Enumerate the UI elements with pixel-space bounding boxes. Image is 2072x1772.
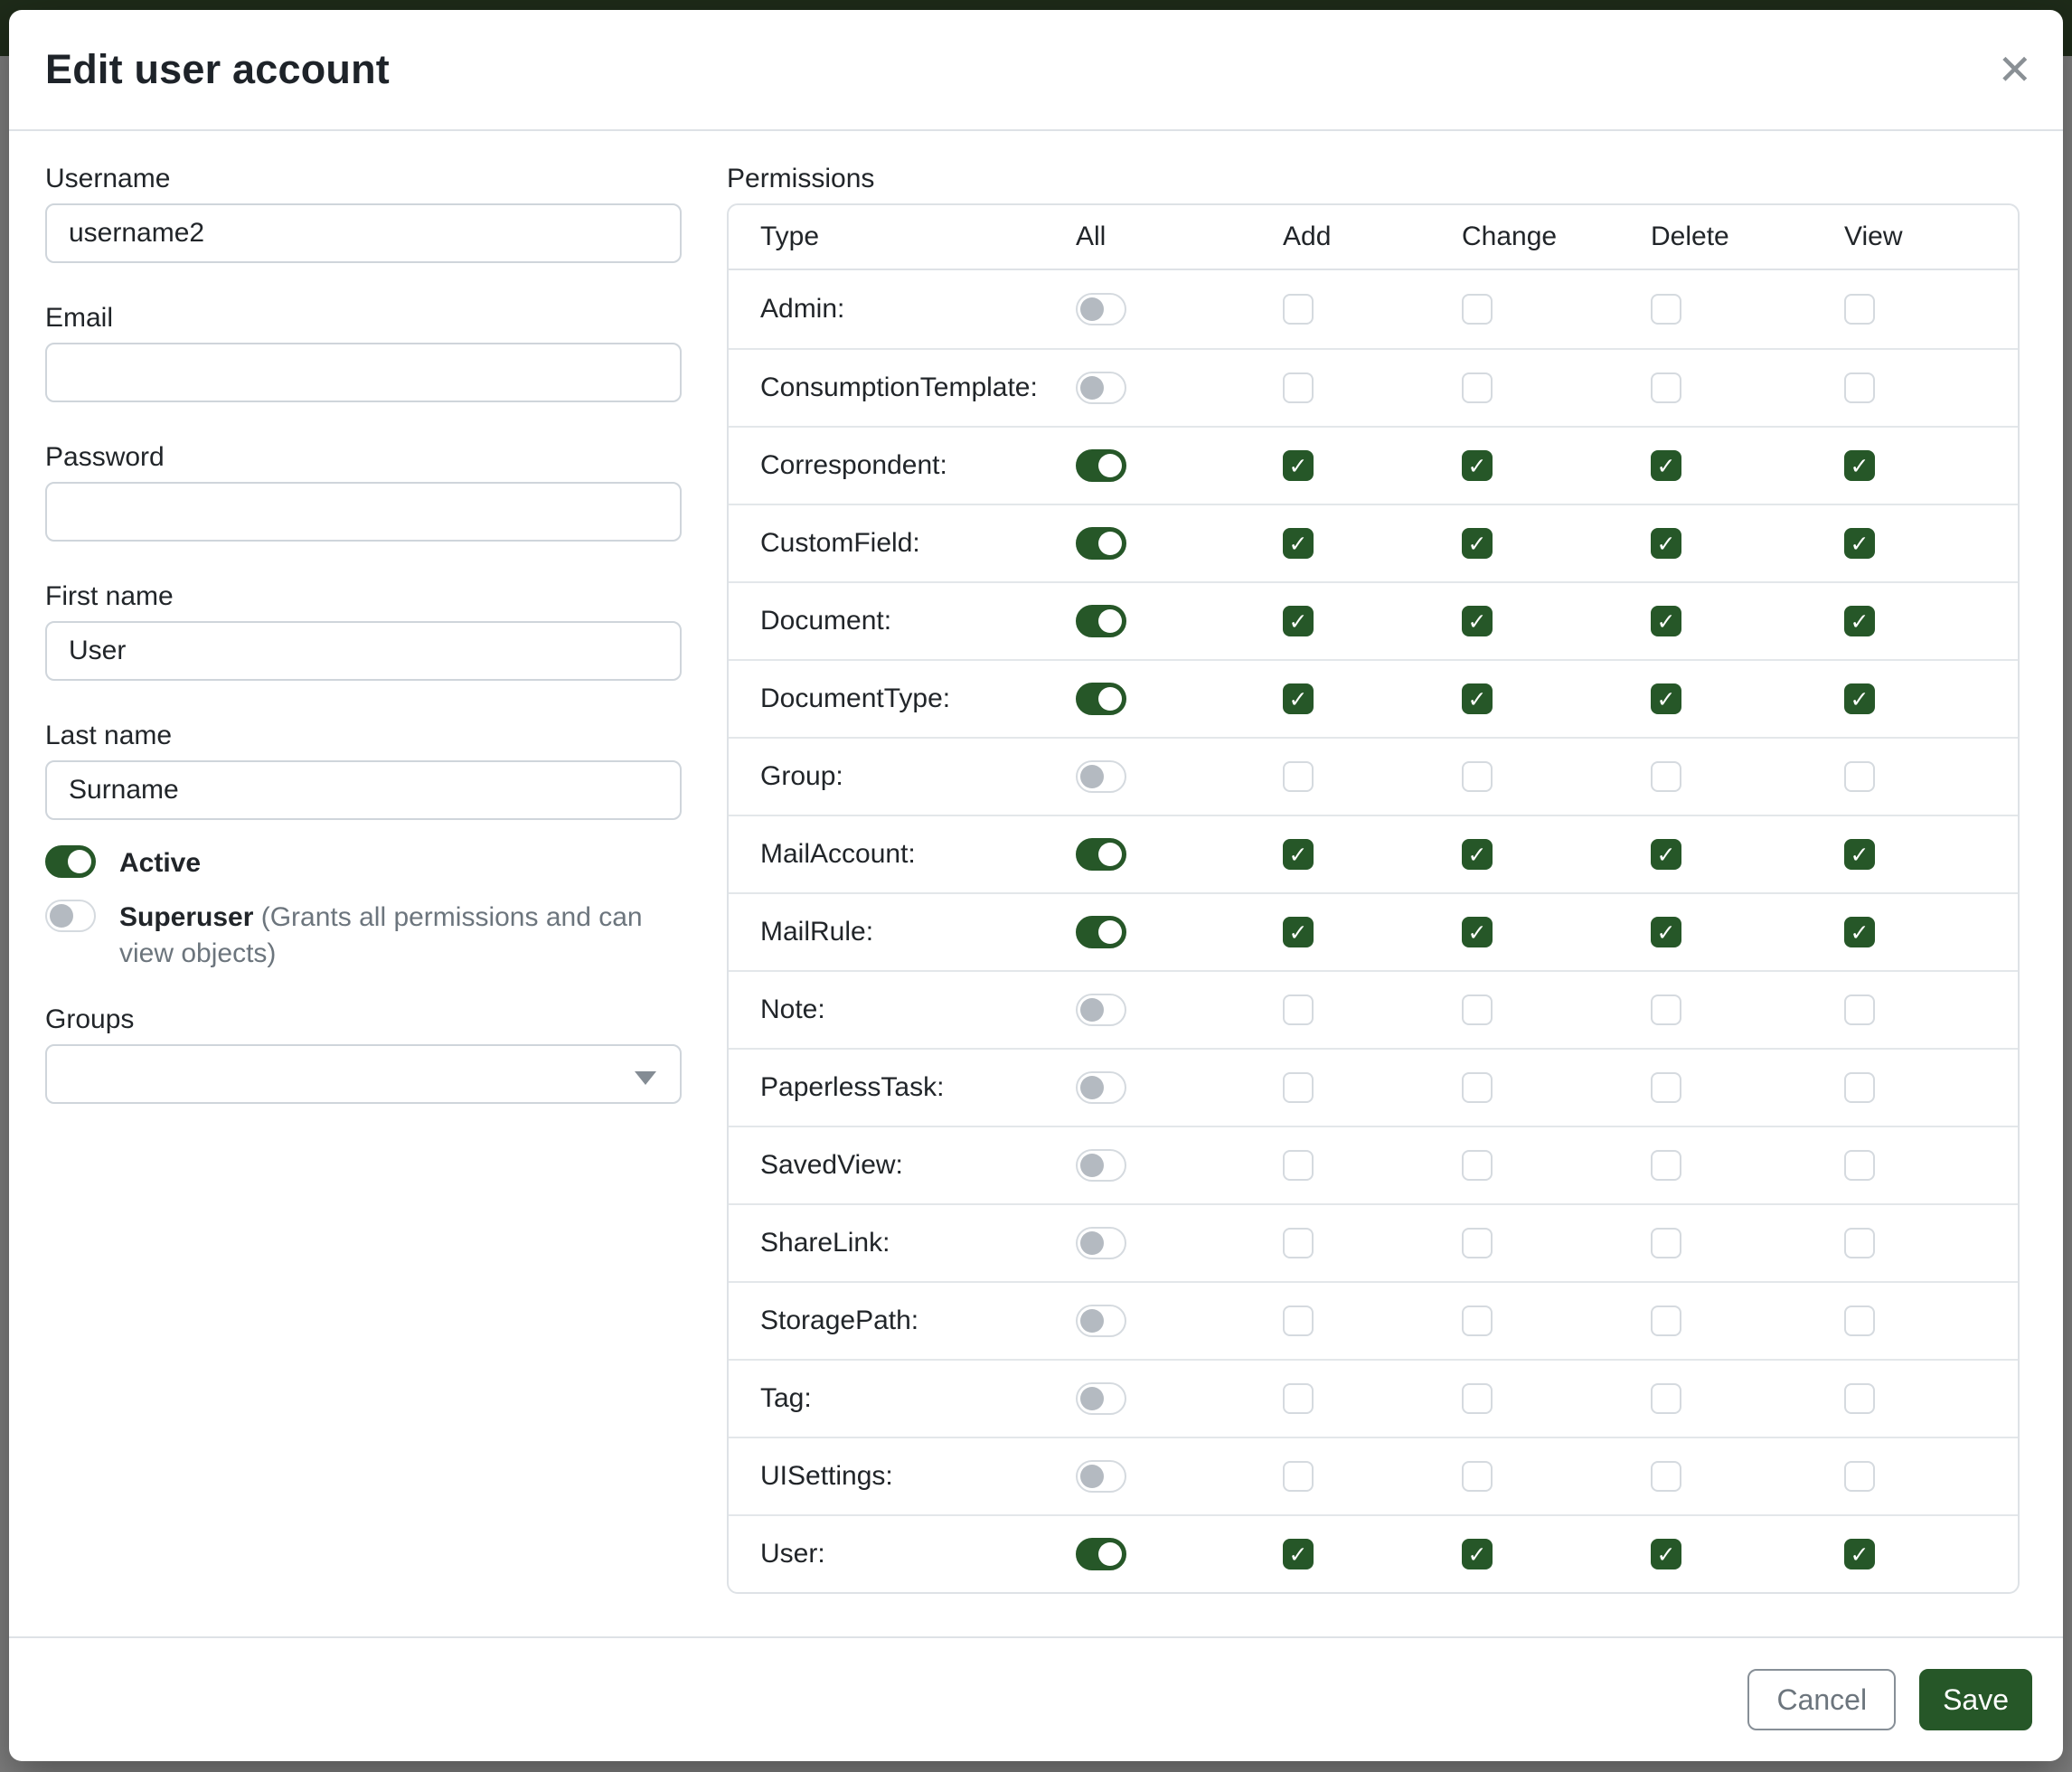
- permission-add-checkbox[interactable]: ✓: [1283, 917, 1314, 947]
- permission-view-cell: [1833, 994, 2018, 1025]
- permission-type-label: SavedView:: [760, 1150, 903, 1180]
- permission-all-cell: [1076, 449, 1272, 482]
- permission-delete-checkbox[interactable]: [1651, 994, 1681, 1025]
- permission-all-toggle[interactable]: [1076, 838, 1126, 871]
- permissions-section: [727, 164, 2036, 1636]
- password-field[interactable]: [45, 482, 682, 542]
- permission-view-cell: [1833, 761, 2018, 792]
- permission-row: [729, 1203, 2018, 1281]
- permission-change-checkbox[interactable]: [1462, 1461, 1493, 1492]
- permission-all-toggle[interactable]: [1076, 994, 1126, 1026]
- toggle-knob: [1080, 1231, 1104, 1255]
- column-header-type: Type: [760, 222, 820, 251]
- permission-all-toggle[interactable]: [1076, 1071, 1126, 1104]
- permission-delete-checkbox[interactable]: [1651, 761, 1681, 792]
- permission-change-checkbox[interactable]: ✓: [1462, 683, 1493, 714]
- modal-footer: [9, 1636, 2063, 1761]
- first-name-label: First name: [45, 581, 174, 611]
- cancel-button[interactable]: Cancel: [1747, 1669, 1896, 1730]
- permission-view-cell: [1833, 1228, 2018, 1258]
- permission-delete-cell: [1640, 1072, 1833, 1103]
- last-name-label: Last name: [45, 721, 173, 750]
- permission-add-checkbox[interactable]: ✓: [1283, 606, 1314, 636]
- permission-change-cell: [1451, 372, 1640, 403]
- permission-delete-checkbox[interactable]: [1651, 1305, 1681, 1336]
- permission-change-cell: [1451, 606, 1640, 636]
- permission-delete-cell: [1640, 839, 1833, 870]
- permission-type-label: PaperlessTask:: [760, 1072, 945, 1102]
- permission-view-cell: [1833, 450, 2018, 481]
- modal-title: Edit user account: [45, 46, 390, 92]
- permissions-table: [727, 203, 2020, 1594]
- toggle-knob: [68, 850, 91, 873]
- toggle-knob: [1098, 687, 1122, 711]
- toggle-knob: [1080, 998, 1104, 1022]
- permission-all-toggle[interactable]: [1076, 527, 1126, 560]
- last-name-group: [45, 721, 682, 820]
- permission-add-cell: [1272, 372, 1451, 403]
- permission-delete-checkbox[interactable]: ✓: [1651, 606, 1681, 636]
- permission-all-toggle[interactable]: [1076, 449, 1126, 482]
- permission-change-cell: [1451, 1539, 1640, 1569]
- permission-all-toggle[interactable]: [1076, 1538, 1126, 1570]
- permission-row: [729, 1359, 2018, 1437]
- permission-change-checkbox[interactable]: ✓: [1462, 1539, 1493, 1569]
- permission-row: [729, 581, 2018, 659]
- permission-all-cell: [1076, 760, 1272, 793]
- permission-all-cell: [1076, 838, 1272, 871]
- permission-add-checkbox[interactable]: [1283, 1072, 1314, 1103]
- permission-view-checkbox[interactable]: [1844, 994, 1875, 1025]
- permission-view-checkbox[interactable]: [1844, 1228, 1875, 1258]
- permission-add-cell: [1272, 994, 1451, 1025]
- superuser-row: [45, 900, 682, 972]
- permission-add-cell: [1272, 761, 1451, 792]
- permission-row: [729, 348, 2018, 426]
- permission-view-cell: [1833, 606, 2018, 636]
- modal-header: [9, 10, 2063, 131]
- permission-all-toggle[interactable]: [1076, 1227, 1126, 1259]
- permission-delete-checkbox[interactable]: ✓: [1651, 1539, 1681, 1569]
- toggle-knob: [50, 904, 73, 928]
- permission-add-checkbox[interactable]: [1283, 994, 1314, 1025]
- column-header-view: View: [1844, 222, 1903, 251]
- permission-all-toggle[interactable]: [1076, 372, 1126, 404]
- permission-delete-checkbox[interactable]: [1651, 294, 1681, 325]
- permission-delete-checkbox[interactable]: [1651, 1383, 1681, 1414]
- permission-add-cell: [1272, 1228, 1451, 1258]
- permission-change-checkbox[interactable]: [1462, 294, 1493, 325]
- permissions-table-header: [729, 205, 2018, 270]
- permission-change-cell: [1451, 1228, 1640, 1258]
- permission-view-cell: [1833, 294, 2018, 325]
- permission-view-checkbox[interactable]: [1844, 1461, 1875, 1492]
- permission-view-checkbox[interactable]: [1844, 1305, 1875, 1336]
- permission-view-cell: [1833, 1539, 2018, 1569]
- permission-delete-checkbox[interactable]: [1651, 1228, 1681, 1258]
- permission-type-label: Admin:: [760, 294, 845, 324]
- permission-all-toggle[interactable]: [1076, 1305, 1126, 1337]
- permission-add-checkbox[interactable]: ✓: [1283, 1539, 1314, 1569]
- permission-view-cell: [1833, 683, 2018, 714]
- toggle-knob: [1098, 532, 1122, 555]
- permission-add-checkbox[interactable]: [1283, 761, 1314, 792]
- permission-add-cell: [1272, 294, 1451, 325]
- permission-add-cell: [1272, 1150, 1451, 1181]
- permission-view-checkbox[interactable]: ✓: [1844, 917, 1875, 947]
- permission-type-label: User:: [760, 1539, 825, 1569]
- permission-all-cell: [1076, 1071, 1272, 1104]
- edit-user-modal: [9, 10, 2063, 1761]
- permission-view-cell: [1833, 1150, 2018, 1181]
- toggle-knob: [1080, 1154, 1104, 1177]
- permission-add-cell: [1272, 606, 1451, 636]
- permission-change-checkbox[interactable]: [1462, 1383, 1493, 1414]
- permission-all-toggle[interactable]: [1076, 1382, 1126, 1415]
- permissions-label: Permissions: [727, 164, 875, 193]
- permission-add-cell: [1272, 450, 1451, 481]
- permission-all-toggle[interactable]: [1076, 1460, 1126, 1493]
- permission-delete-cell: [1640, 1461, 1833, 1492]
- active-label: [119, 845, 201, 881]
- permission-all-toggle[interactable]: [1076, 916, 1126, 948]
- email-group: [45, 303, 682, 402]
- permission-row: [729, 1126, 2018, 1203]
- column-header-add: Add: [1283, 222, 1332, 251]
- toggle-knob: [1098, 843, 1122, 866]
- superuser-label-text: Superuser: [119, 902, 254, 932]
- superuser-toggle[interactable]: [45, 900, 96, 932]
- permission-view-cell: [1833, 372, 2018, 403]
- permission-add-cell: [1272, 917, 1451, 947]
- permission-add-cell: [1272, 1461, 1451, 1492]
- permission-delete-cell: [1640, 528, 1833, 559]
- permission-add-checkbox[interactable]: [1283, 1383, 1314, 1414]
- permission-add-checkbox[interactable]: [1283, 1461, 1314, 1492]
- permission-row: [729, 659, 2018, 737]
- permission-delete-checkbox[interactable]: [1651, 1150, 1681, 1181]
- permission-add-cell: [1272, 839, 1451, 870]
- permission-view-cell: [1833, 1305, 2018, 1336]
- permission-add-checkbox[interactable]: ✓: [1283, 839, 1314, 870]
- user-form: [45, 164, 682, 1636]
- toggle-knob: [1080, 765, 1104, 788]
- permission-all-cell: [1076, 527, 1272, 560]
- permission-view-checkbox[interactable]: [1844, 294, 1875, 325]
- permission-all-cell: [1076, 916, 1272, 948]
- permission-all-cell: [1076, 1305, 1272, 1337]
- permission-delete-cell: [1640, 1539, 1833, 1569]
- permission-row: [729, 1281, 2018, 1359]
- permission-all-cell: [1076, 372, 1272, 404]
- permission-row: [729, 1437, 2018, 1514]
- permission-type-label: DocumentType:: [760, 683, 951, 713]
- column-header-all: All: [1076, 222, 1107, 251]
- permission-type-label: StoragePath:: [760, 1305, 919, 1335]
- permission-row: [729, 1048, 2018, 1126]
- permission-all-cell: [1076, 994, 1272, 1026]
- permission-add-cell: [1272, 1072, 1451, 1103]
- permission-change-cell: [1451, 528, 1640, 559]
- permission-all-cell: [1076, 1460, 1272, 1493]
- username-label: Username: [45, 164, 171, 193]
- permission-change-checkbox[interactable]: [1462, 994, 1493, 1025]
- permission-delete-cell: [1640, 450, 1833, 481]
- permission-all-cell: [1076, 683, 1272, 715]
- permission-delete-cell: [1640, 683, 1833, 714]
- email-field[interactable]: [45, 343, 682, 402]
- email-label: Email: [45, 303, 114, 333]
- permission-delete-cell: [1640, 606, 1833, 636]
- permission-change-checkbox[interactable]: [1462, 372, 1493, 403]
- permission-change-cell: [1451, 994, 1640, 1025]
- permission-type-label: UISettings:: [760, 1461, 893, 1491]
- permission-change-checkbox[interactable]: [1462, 761, 1493, 792]
- permission-view-checkbox[interactable]: ✓: [1844, 528, 1875, 559]
- save-button[interactable]: Save: [1919, 1669, 2032, 1730]
- caret-down-icon: [635, 1071, 656, 1085]
- permission-type-label: Tag:: [760, 1383, 812, 1413]
- permission-change-cell: [1451, 683, 1640, 714]
- permission-add-cell: [1272, 1305, 1451, 1336]
- permission-change-checkbox[interactable]: [1462, 1150, 1493, 1181]
- permission-delete-checkbox[interactable]: ✓: [1651, 528, 1681, 559]
- permission-change-cell: [1451, 1383, 1640, 1414]
- permission-all-toggle[interactable]: [1076, 760, 1126, 793]
- permission-delete-cell: [1640, 917, 1833, 947]
- permission-type-label: CustomField:: [760, 528, 920, 558]
- permission-all-toggle[interactable]: [1076, 605, 1126, 637]
- permission-row: [729, 504, 2018, 581]
- permission-row: [729, 970, 2018, 1048]
- permission-change-checkbox[interactable]: [1462, 1228, 1493, 1258]
- first-name-field[interactable]: [45, 621, 682, 681]
- permission-type-label: Correspondent:: [760, 450, 947, 480]
- superuser-label: [119, 900, 671, 972]
- active-row: [45, 845, 682, 881]
- toggle-knob: [1098, 1542, 1122, 1566]
- permission-delete-cell: [1640, 1228, 1833, 1258]
- permission-type-label: Group:: [760, 761, 843, 791]
- permission-add-checkbox[interactable]: ✓: [1283, 450, 1314, 481]
- permission-view-cell: [1833, 528, 2018, 559]
- permission-view-checkbox[interactable]: [1844, 372, 1875, 403]
- permission-row: [729, 737, 2018, 815]
- permission-delete-cell: [1640, 1150, 1833, 1181]
- permission-add-checkbox[interactable]: ✓: [1283, 528, 1314, 559]
- permission-change-cell: [1451, 1305, 1640, 1336]
- permission-add-checkbox[interactable]: [1283, 372, 1314, 403]
- toggle-knob: [1098, 920, 1122, 944]
- permission-add-checkbox[interactable]: ✓: [1283, 683, 1314, 714]
- permission-view-checkbox[interactable]: [1844, 1150, 1875, 1181]
- permission-row: [729, 270, 2018, 348]
- permission-type-label: MailRule:: [760, 917, 874, 947]
- permission-change-cell: [1451, 294, 1640, 325]
- groups-label: Groups: [45, 1004, 135, 1034]
- toggle-knob: [1080, 1076, 1104, 1099]
- permission-view-checkbox[interactable]: ✓: [1844, 450, 1875, 481]
- permission-delete-checkbox[interactable]: [1651, 372, 1681, 403]
- permission-change-checkbox[interactable]: [1462, 1072, 1493, 1103]
- permission-all-cell: [1076, 605, 1272, 637]
- permission-change-checkbox[interactable]: ✓: [1462, 917, 1493, 947]
- permission-view-checkbox[interactable]: [1844, 1072, 1875, 1103]
- permission-add-cell: [1272, 683, 1451, 714]
- permission-type-label: ConsumptionTemplate:: [760, 372, 1038, 402]
- toggle-knob: [1080, 1465, 1104, 1488]
- permission-type-label: MailAccount:: [760, 839, 916, 869]
- groups-group: [45, 1004, 682, 1104]
- permission-change-checkbox[interactable]: ✓: [1462, 606, 1493, 636]
- permission-delete-checkbox[interactable]: ✓: [1651, 450, 1681, 481]
- last-name-field[interactable]: [45, 760, 682, 820]
- permission-row: [729, 1514, 2018, 1592]
- password-group: [45, 442, 682, 542]
- permission-change-checkbox[interactable]: ✓: [1462, 450, 1493, 481]
- permission-delete-checkbox[interactable]: [1651, 1461, 1681, 1492]
- permission-change-checkbox[interactable]: ✓: [1462, 528, 1493, 559]
- permission-delete-checkbox[interactable]: ✓: [1651, 683, 1681, 714]
- toggle-knob: [1080, 1309, 1104, 1333]
- permission-row: [729, 426, 2018, 504]
- permission-all-toggle[interactable]: [1076, 683, 1126, 715]
- permission-view-checkbox[interactable]: [1844, 1383, 1875, 1414]
- permission-all-toggle[interactable]: [1076, 1149, 1126, 1182]
- permission-delete-checkbox[interactable]: [1651, 1072, 1681, 1103]
- username-group: [45, 164, 682, 263]
- permission-all-cell: [1076, 1149, 1272, 1182]
- first-name-group: [45, 581, 682, 681]
- permission-all-cell: [1076, 1538, 1272, 1570]
- permission-change-cell: [1451, 450, 1640, 481]
- toggle-knob: [1080, 1387, 1104, 1410]
- permission-delete-cell: [1640, 994, 1833, 1025]
- superuser-hint: (Grants all permissions and can view objects): [119, 902, 643, 968]
- permission-delete-cell: [1640, 761, 1833, 792]
- permission-view-checkbox[interactable]: ✓: [1844, 1539, 1875, 1569]
- permission-change-cell: [1451, 839, 1640, 870]
- password-label: Password: [45, 442, 165, 472]
- permission-change-cell: [1451, 1150, 1640, 1181]
- permission-type-label: ShareLink:: [760, 1228, 890, 1258]
- username-input[interactable]: [45, 203, 682, 263]
- permission-add-cell: [1272, 528, 1451, 559]
- permission-delete-checkbox[interactable]: ✓: [1651, 917, 1681, 947]
- permission-view-checkbox[interactable]: [1844, 761, 1875, 792]
- groups-select[interactable]: [45, 1044, 682, 1104]
- permission-type-label: Note:: [760, 994, 825, 1024]
- active-toggle[interactable]: [45, 845, 96, 878]
- permission-change-cell: [1451, 1072, 1640, 1103]
- permission-view-checkbox[interactable]: ✓: [1844, 839, 1875, 870]
- permission-delete-cell: [1640, 1383, 1833, 1414]
- permission-add-checkbox[interactable]: [1283, 1150, 1314, 1181]
- permission-delete-checkbox[interactable]: ✓: [1651, 839, 1681, 870]
- permission-all-cell: [1076, 1227, 1272, 1259]
- permissions-table-body: [729, 270, 2018, 1592]
- permission-change-checkbox[interactable]: [1462, 1305, 1493, 1336]
- permission-view-checkbox[interactable]: ✓: [1844, 683, 1875, 714]
- permission-add-checkbox[interactable]: [1283, 294, 1314, 325]
- permission-all-toggle[interactable]: [1076, 293, 1126, 325]
- permission-add-cell: [1272, 1383, 1451, 1414]
- permission-row: [729, 815, 2018, 892]
- permission-change-checkbox[interactable]: ✓: [1462, 839, 1493, 870]
- toggle-knob: [1098, 609, 1122, 633]
- permission-row: [729, 892, 2018, 970]
- permission-view-cell: [1833, 1383, 2018, 1414]
- permission-all-cell: [1076, 293, 1272, 325]
- permission-add-cell: [1272, 1539, 1451, 1569]
- modal-body: [9, 131, 2063, 1636]
- permission-change-cell: [1451, 917, 1640, 947]
- toggle-knob: [1080, 376, 1104, 400]
- permission-change-cell: [1451, 761, 1640, 792]
- permission-delete-cell: [1640, 294, 1833, 325]
- toggle-knob: [1098, 454, 1122, 477]
- permission-delete-cell: [1640, 1305, 1833, 1336]
- column-header-change: Change: [1462, 222, 1558, 251]
- permission-view-checkbox[interactable]: ✓: [1844, 606, 1875, 636]
- permission-view-cell: [1833, 839, 2018, 870]
- permission-change-cell: [1451, 1461, 1640, 1492]
- close-icon[interactable]: ✕: [1997, 45, 2032, 94]
- permission-delete-cell: [1640, 372, 1833, 403]
- permission-add-checkbox[interactable]: [1283, 1305, 1314, 1336]
- active-label-text: Active: [119, 848, 202, 878]
- permission-all-cell: [1076, 1382, 1272, 1415]
- permission-add-checkbox[interactable]: [1283, 1228, 1314, 1258]
- toggle-knob: [1080, 297, 1104, 321]
- permission-view-cell: [1833, 917, 2018, 947]
- permission-view-cell: [1833, 1461, 2018, 1492]
- column-header-delete: Delete: [1651, 222, 1729, 251]
- permission-type-label: Document:: [760, 606, 892, 636]
- permission-view-cell: [1833, 1072, 2018, 1103]
